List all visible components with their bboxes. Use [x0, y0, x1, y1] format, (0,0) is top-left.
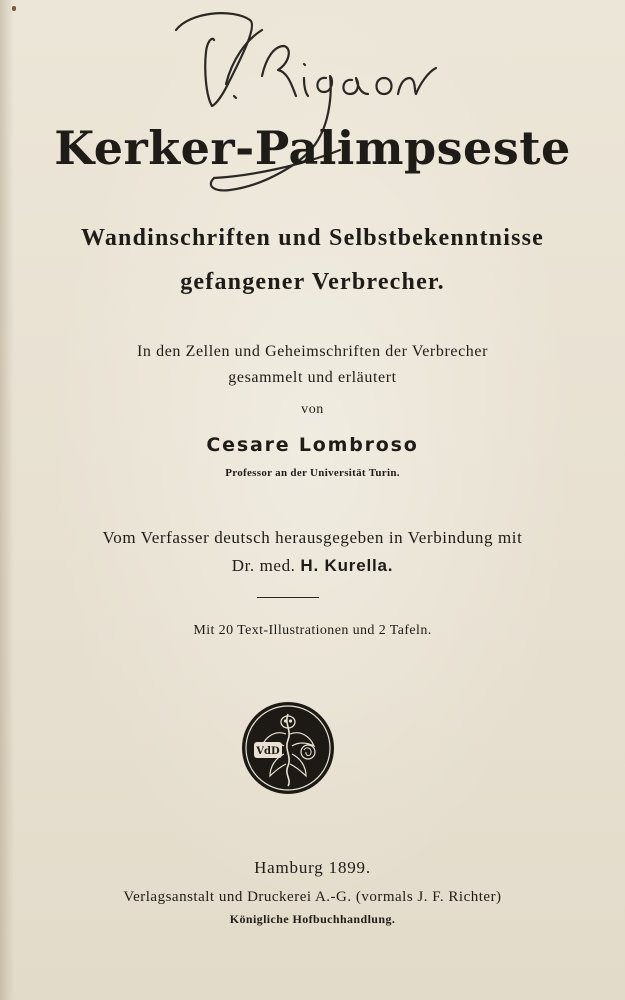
emblem-monogram: VdD — [256, 746, 280, 757]
info-line-2: gesammelt und erläutert — [228, 369, 397, 386]
subtitle-line-2: gefangener Verbrecher. — [180, 269, 445, 295]
editor-name: H. Kurella. — [300, 556, 394, 575]
subtitle-line-1: Wandinschriften und Selbstbekenntnisse — [80, 225, 545, 251]
handwritten-signature — [0, 0, 625, 220]
publisher-subline: Königliche Hofbuchhandlung. — [229, 912, 396, 926]
by-word: von — [301, 402, 324, 417]
editor-name-line — [0, 555, 625, 577]
place-and-year: Hamburg 1899. — [254, 858, 371, 877]
editor-prefix: Dr. med. — [231, 556, 296, 575]
editor-line: Vom Verfasser deutsch herausgegeben in Verbindung mit — [102, 528, 523, 547]
divider-rule — [257, 597, 319, 598]
author-name: Cesare Lombroso — [206, 434, 419, 456]
info-line-1: In den Zellen und Geheimschriften der Verbrecher — [136, 343, 489, 360]
publisher-emblem-icon — [240, 700, 336, 796]
author-affiliation: Professor an der Universität Turin. — [225, 467, 400, 479]
illustrations-note: Mit 20 Text-Illustrationen und 2 Tafeln. — [193, 623, 432, 638]
publisher-name: Verlagsanstalt und Druckerei A.-G. (vormals J. F. Richter) — [123, 889, 502, 905]
book-title: Kerker-Palimpseste — [54, 121, 571, 175]
